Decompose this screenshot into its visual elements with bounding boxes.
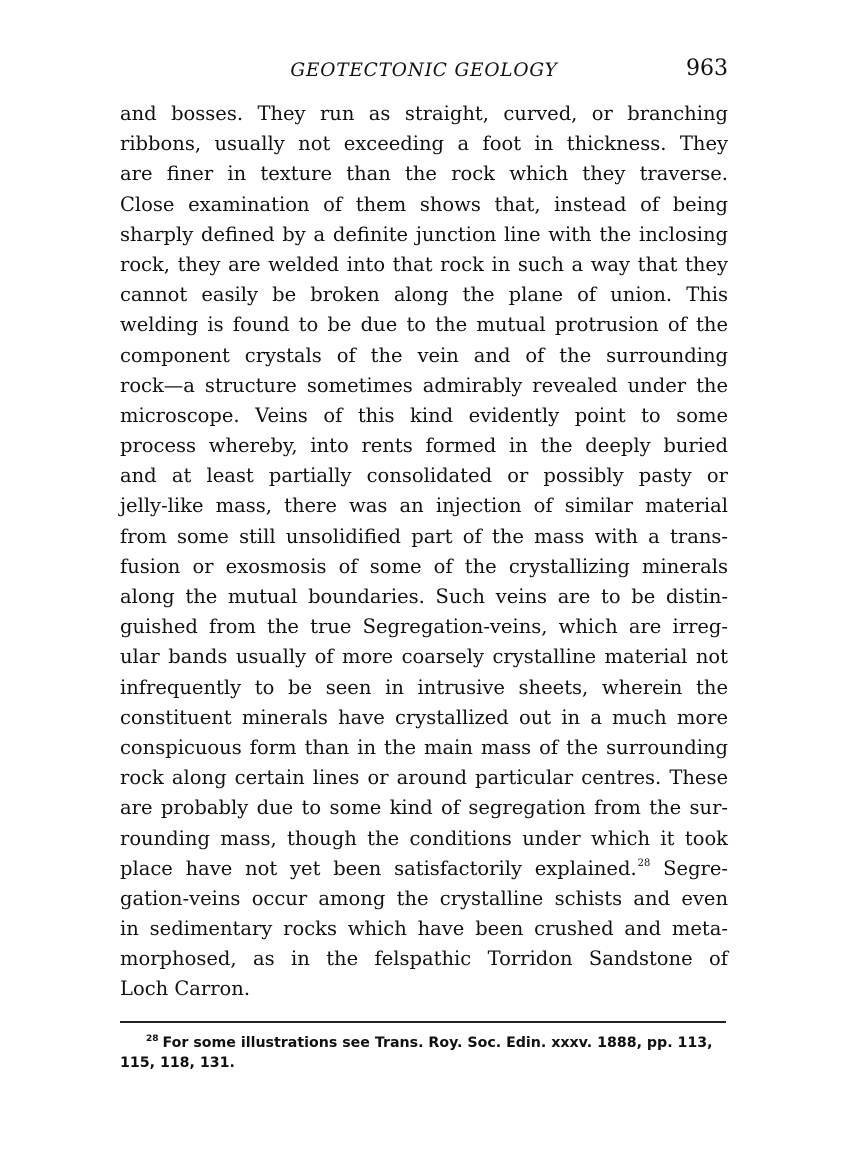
text-line: ular bands usually of more coarsely crystalline material not [120,645,728,669]
text-segment: place have not yet been satisfactorily explained. [120,856,637,880]
footnote-divider [120,1021,726,1023]
text-line: morphosed, as in the felspathic Torridon Sandstone of [120,947,728,971]
text-line: welding is found to be due to the mutual protrusion of the [120,313,728,337]
page-number: 963 [686,56,728,81]
text-line: rock along certain lines or around particular centres. These [120,766,728,790]
text-line: are probably due to some kind of segregation from the sur- [120,796,728,820]
text-line: cannot easily be broken along the plane of union. This [120,283,728,307]
text-segment: Segre- [650,856,729,880]
text-line: in sedimentary rocks which have been crushed and meta- [120,917,728,941]
text-line: jelly-like mass, there was an injection of similar material [120,494,728,518]
footnote-line [120,1033,728,1053]
text-line: guished from the true Segregation-veins, which are irreg- [120,615,728,639]
footnote-text: For some illustrations see Trans. Roy. Soc. Edin. xxxv. 1888, pp. 113, [162,1035,713,1051]
running-head [120,56,728,90]
text-line: ribbons, usually not exceeding a foot in thickness. They [120,132,728,156]
text-line: component crystals of the vein and of the surrounding [120,343,728,367]
text-line: rock—a structure sometimes admirably revealed under the [120,373,728,397]
text-line: process whereby, into rents formed in the deeply buried [120,434,728,458]
text-line: sharply defined by a definite junction line with the inclosing [120,222,728,246]
text-line: and bosses. They run as straight, curved, or branching [120,102,728,125]
text-line: rock, they are welded into that rock in such a way that they [120,252,728,276]
footnote-line: 115, 118, 131. [120,1055,235,1071]
body-paragraph [120,99,728,1005]
text-line: from some still unsolidified part of the mass with a trans- [120,524,728,548]
footnote-marker: 28 [146,1034,159,1044]
text-line: rounding mass, though the conditions under which it took [120,826,728,850]
text-line: Close examination of them shows that, instead of being [120,192,728,216]
text-line: and at least partially consolidated or possibly pasty or [120,464,728,488]
text-line-last: Loch Carron. [120,977,251,1001]
text-line: fusion or exosmosis of some of the crystallizing minerals [120,554,728,578]
footnote [120,1033,728,1073]
running-title: GEOTECTONIC GEOLOGY [290,60,558,81]
text-line-with-footnote-ref [120,854,728,884]
text-line: microscope. Veins of this kind evidently point to some [120,403,728,427]
text-line: along the mutual boundaries. Such veins are to be distin- [120,585,728,608]
footnote-reference[interactable]: 28 [637,857,651,869]
text-line: gation-veins occur among the crystalline schists and even [120,886,728,910]
text-line: conspicuous form than in the main mass of the surrounding [120,735,728,759]
text-line: are finer in texture than the rock which they traverse. [120,162,728,186]
text-line: constituent minerals have crystallized out in a much more [120,705,728,729]
text-line: infrequently to be seen in intrusive sheets, wherein the [120,675,728,699]
